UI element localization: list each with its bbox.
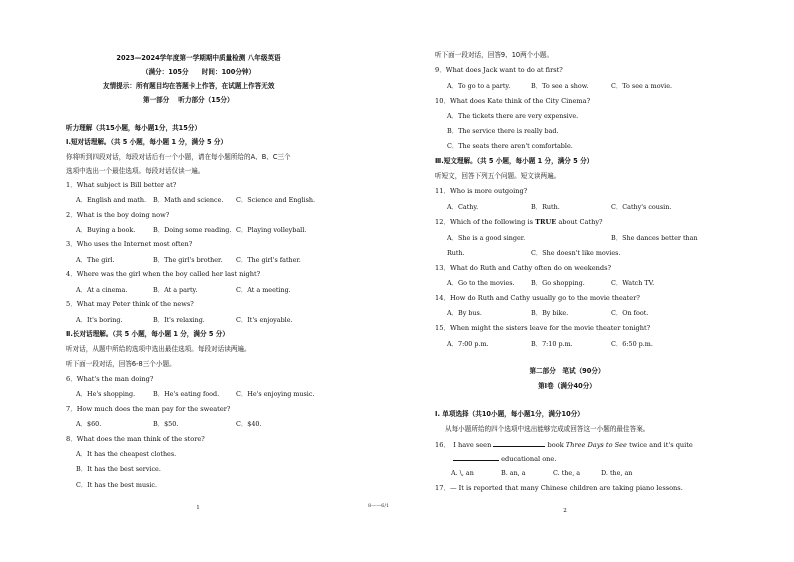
section1-instruction-2: 选项中选出一个最佳选项。每段对话仅读一遍。	[66, 167, 205, 175]
binding-mark: 8——6/1	[368, 503, 390, 509]
q12-text-pre: 12．Which of the following is	[435, 218, 536, 226]
q5-option-a: A．It's boring.	[76, 316, 123, 324]
q16-line-2	[453, 454, 556, 463]
q5-option-c: C．It's enjoyable.	[236, 316, 293, 324]
q13-option-b: B．Go shopping.	[531, 279, 585, 287]
q10-option-b: B．The service there is really bad.	[447, 127, 559, 135]
question-2: 2．What is the boy doing now?	[66, 211, 170, 219]
q16-text-mid: book	[545, 441, 566, 449]
section2-title: Ⅱ.长对话理解。（共 5 小题，每小题 1 分，满分 5 分）	[66, 330, 229, 338]
q15-option-c: C．6:50 p.m.	[611, 340, 653, 348]
q9-option-b: B．To see a show.	[531, 82, 589, 90]
part1-heading: 第一部分 听力部分（15分）	[143, 96, 234, 104]
q4-option-c: C．At a meeting.	[236, 286, 291, 294]
question-16	[435, 440, 693, 449]
q16-text-pre: 16． I have seen	[435, 441, 492, 449]
q9-option-c: C．To see a movie.	[611, 82, 673, 90]
section3-title: Ⅲ.短文理解。（共 5 小题，每小题 1 分，满分 5 分）	[435, 157, 594, 165]
question-13: 13．What do Ruth and Cathy often do on weekends?	[435, 264, 611, 272]
q7-option-a: A．$60.	[76, 420, 102, 428]
q16-text-post: twice and it's quite	[626, 441, 693, 449]
q12-option-c: C．She doesn't like movies.	[531, 249, 621, 257]
listening-header: 听力理解（共15小题，每小题1分，共15分）	[66, 124, 202, 132]
q12-option-b-continued: Ruth.	[447, 249, 465, 257]
q16-blank-2	[453, 454, 499, 461]
q8-option-b: B．It has the best service.	[76, 465, 161, 473]
volume1-heading: 第Ⅰ卷（满分40分）	[538, 382, 596, 390]
q16-option-c: C. the, a	[553, 469, 581, 477]
question-14: 14．How do Ruth and Cathy usually go to the movie theater?	[435, 294, 640, 302]
q15-option-b: B．7:10 p.m.	[531, 340, 573, 348]
q7-option-b: B．$50.	[153, 420, 179, 428]
multiple-choice-title: Ⅰ. 单项选择（共10小题，每小题1分，满分10分）	[435, 410, 584, 418]
q10-option-c: C．The seats there aren't comfortable.	[447, 142, 573, 150]
question-8: 8．What does the man think of the store?	[66, 435, 205, 443]
q12-option-a: A．She is a good singer.	[447, 234, 526, 242]
q1-option-a: A．English and math.	[76, 196, 147, 204]
page-number-1: 1	[196, 505, 200, 511]
q9-option-a: A．To go to a party.	[447, 82, 511, 90]
q6-option-c: C．He's enjoying music.	[236, 390, 315, 398]
question-12	[435, 218, 603, 226]
q3-option-b: B．The girl's brother.	[153, 256, 223, 264]
q15-option-a: A．7:00 p.m.	[447, 340, 489, 348]
part2-heading: 第二部分 笔试（90分）	[529, 367, 605, 375]
question-17: 17．— It is reported that many Chinese children are taking piano lessons.	[435, 484, 683, 492]
q3-option-a: A．The girl.	[76, 256, 115, 264]
notice: 友情提示：所有题目均在答题卡上作答，在试题上作答无效	[103, 82, 275, 90]
right-page	[397, 0, 794, 562]
q8-option-a: A．It has the cheapest clothes.	[76, 450, 177, 458]
question-4: 4．Where was the girl when the boy called her last night?	[66, 270, 261, 278]
question-11: 11．Who is more outgoing?	[435, 187, 528, 195]
q6-option-b: B．He's eating food.	[153, 390, 220, 398]
question-5: 5．What may Peter think of the news?	[66, 300, 194, 308]
q14-option-a: A．By bus.	[447, 309, 482, 317]
q4-option-b: B．At a party.	[153, 286, 198, 294]
question-7: 7．How much does the man pay for the sweater?	[66, 405, 231, 413]
q16-line2-text: educational one.	[499, 455, 557, 463]
q6-option-a: A．He's shopping.	[76, 390, 136, 398]
q12-option-b: B．She dances better than	[611, 234, 698, 242]
q11-option-c: C．Cathy's cousin.	[611, 203, 672, 211]
section2-instruction: 听对话，从题中所给的选项中选出最佳选项。每段对话读两遍。	[66, 345, 251, 353]
question-3: 3．Who uses the Internet most often?	[66, 240, 193, 248]
q3-option-c: C．The girl's father.	[236, 256, 301, 264]
q13-option-c: C．Watch TV.	[611, 279, 655, 287]
q14-option-c: C．On foot.	[611, 309, 649, 317]
q16-blank-1	[493, 440, 545, 447]
exam-title: 2023—2024学年度第一学期期中质量检测 八年级英语	[116, 54, 281, 62]
section2-instruction-2: 听下面一段对话，回答6-8三个小题。	[66, 360, 176, 368]
question-15: 15．When might the sisters leave for the movie theater tonight?	[435, 324, 651, 332]
question-10: 10．What does Kate think of the City Cinema?	[435, 97, 591, 105]
q10-option-a: A．The tickets there are very expensive.	[447, 112, 579, 120]
q2-option-b: B．Doing some reading.	[153, 226, 232, 234]
q7-option-c: C．$40.	[236, 420, 262, 428]
q11-option-a: A．Cathy.	[447, 203, 479, 211]
section3-instruction: 听短文，回答下列五个问题。短文读两遍。	[435, 172, 561, 180]
q12-true-emphasis: TRUE	[535, 218, 557, 226]
section1-title: Ⅰ.短对话理解。（共 5 小题，每小题 1 分，满分 5 分）	[66, 138, 228, 146]
q16-book-title: Three Days to See	[565, 441, 627, 449]
q12-text-post: about Cathy?	[556, 218, 603, 226]
score-time: （满分：105分 时间：100分钟）	[141, 68, 256, 76]
q2-option-c: C．Playing volleyball.	[236, 226, 307, 234]
multiple-choice-instruction: 从每小题所给的四个选项中选出能够完成或回答这一小题的最佳答案。	[445, 425, 650, 433]
q8-option-c: C．It has the best music.	[76, 481, 158, 489]
q5-option-b: B．It's relaxing.	[153, 316, 205, 324]
section1-instruction: 你将听到四段对话，每段对话后有一个小题，请在每小题所给的A、B、C三个	[66, 153, 291, 161]
q16-option-d: D. the, an	[601, 469, 633, 477]
q2-option-a: A．Buying a book.	[76, 226, 136, 234]
page-number-2: 2	[563, 508, 567, 514]
q9-10-instruction: 听下面一段对话，回答9、10两个小题。	[435, 51, 554, 59]
question-6: 6．What's the man doing?	[66, 375, 154, 383]
q16-option-b: B. an, a	[501, 469, 526, 477]
question-9: 9．What does Jack want to do at first?	[435, 66, 563, 74]
q16-option-a: A. \, an	[451, 469, 474, 477]
q11-option-b: B．Ruth.	[531, 203, 560, 211]
q1-option-c: C．Science and English.	[236, 196, 316, 204]
q14-option-b: B．By bike.	[531, 309, 569, 317]
q1-option-b: B．Math and science.	[153, 196, 224, 204]
q4-option-a: A．At a cinema.	[76, 286, 128, 294]
question-1: 1．What subject is Bill better at?	[66, 181, 177, 189]
q13-option-a: A．Go to the movies.	[447, 279, 515, 287]
